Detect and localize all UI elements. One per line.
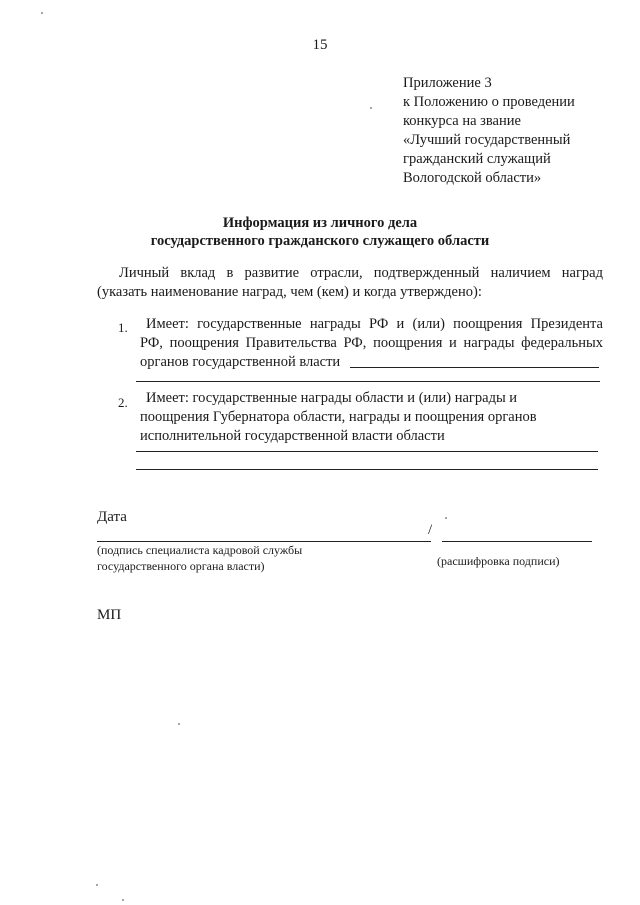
- scan-speck: [370, 107, 372, 109]
- appendix-line: «Лучший государственный: [403, 132, 571, 148]
- appendix-reference: [403, 74, 575, 188]
- scan-speck: [445, 517, 447, 519]
- stamp-place-label: МП: [97, 607, 122, 623]
- title-line-1: Информация из личного дела: [222, 215, 418, 231]
- fill-line[interactable]: [136, 381, 600, 382]
- fill-line[interactable]: [136, 451, 598, 452]
- scan-speck: [96, 884, 98, 886]
- item-line: поощрения Губернатора области, награды и поощрения органов: [140, 409, 537, 425]
- appendix-line: гражданский служащий: [403, 151, 551, 167]
- signature-caption-line: государственного органа власти): [97, 559, 265, 573]
- list-item: [118, 393, 128, 413]
- page-number: 15: [312, 37, 328, 53]
- appendix-line: Приложение 3: [403, 75, 492, 91]
- item-line: Имеет: государственные награды области и (или) награды и: [146, 390, 518, 406]
- item-line: Имеет: государственные награды РФ и (или) поощрения Президента: [146, 316, 603, 332]
- scan-speck: [41, 12, 43, 14]
- fill-line[interactable]: [136, 469, 598, 470]
- item-number: 2.: [118, 395, 128, 410]
- decoding-caption: (расшифровка подписи): [437, 554, 560, 568]
- document-title: [0, 214, 640, 250]
- intro-line-2: (указать наименование наград, чем (кем) и когда утверждено):: [97, 284, 482, 300]
- appendix-line: к Положению о проведении: [403, 94, 575, 110]
- title-line-2: государственного гражданского служащего области: [150, 233, 490, 249]
- appendix-line: конкурса на звание: [403, 113, 521, 129]
- item-line: РФ, поощрения Правительства РФ, поощрения и награды федеральных: [140, 335, 603, 351]
- item-line: исполнительной государственной власти области: [140, 428, 445, 444]
- scan-speck: [122, 899, 124, 901]
- item-line: органов государственной власти: [140, 354, 341, 370]
- appendix-line: Вологодской области»: [403, 170, 542, 186]
- signature-separator: /: [428, 522, 433, 538]
- list-item-text: [140, 389, 603, 446]
- signature-decoding-line[interactable]: [442, 541, 592, 542]
- scan-speck: [178, 723, 180, 725]
- date-label: Дата: [97, 509, 127, 525]
- intro-paragraph: [97, 264, 603, 302]
- list-item: [118, 318, 128, 338]
- intro-line-1: Личный вклад в развитие отрасли, подтвержденный наличием наград: [119, 265, 603, 281]
- signature-caption: [97, 542, 302, 574]
- signature-caption-line: (подпись специалиста кадровой службы: [97, 543, 303, 557]
- item-number: 1.: [118, 320, 128, 335]
- fill-line[interactable]: [350, 367, 599, 368]
- list-item-text: [140, 315, 603, 372]
